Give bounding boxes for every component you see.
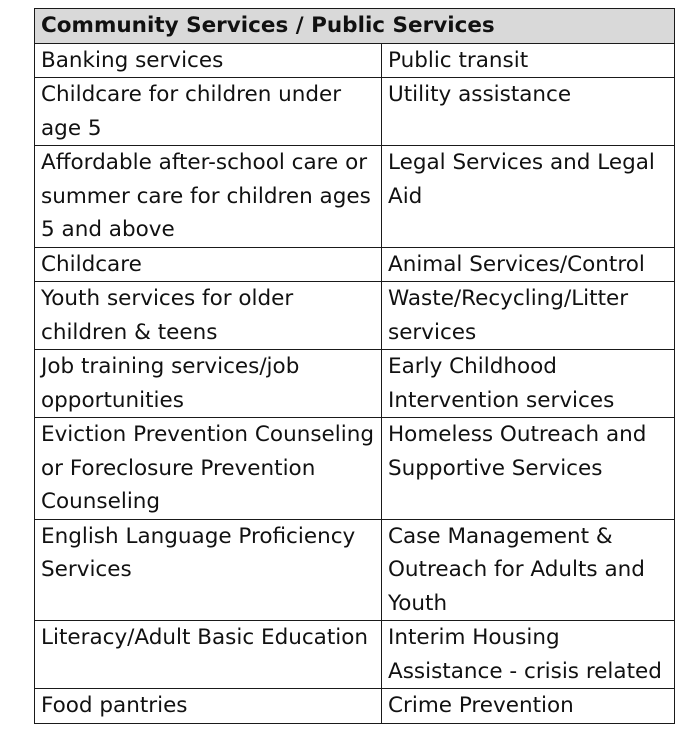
table-row <box>35 519 675 621</box>
table-cell-left: Banking services <box>35 43 382 78</box>
table-cell-right: Waste/Recycling/Litter services <box>382 282 675 350</box>
table-row <box>35 247 675 282</box>
table-cell-left: Literacy/Adult Basic Education <box>35 621 382 689</box>
table-header-row <box>35 9 675 44</box>
table-cell-left: Childcare for children under age 5 <box>35 78 382 146</box>
table-row <box>35 78 675 146</box>
table-cell-left: English Language Proficiency Services <box>35 519 382 621</box>
table-title: Community Services / Public Services <box>35 9 675 44</box>
table-cell-left: Childcare <box>35 247 382 282</box>
table-cell-right: Utility assistance <box>382 78 675 146</box>
table-row <box>35 282 675 350</box>
table-cell-right: Interim Housing Assistance - crisis related <box>382 621 675 689</box>
table-cell-left: Youth services for older children & teens <box>35 282 382 350</box>
table-cell-left: Job training services/job opportunities <box>35 350 382 418</box>
table-cell-left: Affordable after-school care or summer care for children ages 5 and above <box>35 146 382 248</box>
table-row <box>35 689 675 724</box>
table-cell-right: Early Childhood Intervention services <box>382 350 675 418</box>
table-row <box>35 621 675 689</box>
table-row <box>35 146 675 248</box>
community-services-table <box>34 8 675 724</box>
table-cell-left: Food pantries <box>35 689 382 724</box>
table-cell-right: Public transit <box>382 43 675 78</box>
table-cell-right: Case Management & Outreach for Adults and Youth <box>382 519 675 621</box>
table-cell-right: Animal Services/Control <box>382 247 675 282</box>
table-row <box>35 43 675 78</box>
table-row <box>35 418 675 520</box>
table-cell-right: Homeless Outreach and Supportive Services <box>382 418 675 520</box>
table-cell-right: Crime Prevention <box>382 689 675 724</box>
table-cell-right: Legal Services and Legal Aid <box>382 146 675 248</box>
table-cell-left: Eviction Prevention Counseling or Foreclosure Prevention Counseling <box>35 418 382 520</box>
table-row <box>35 350 675 418</box>
